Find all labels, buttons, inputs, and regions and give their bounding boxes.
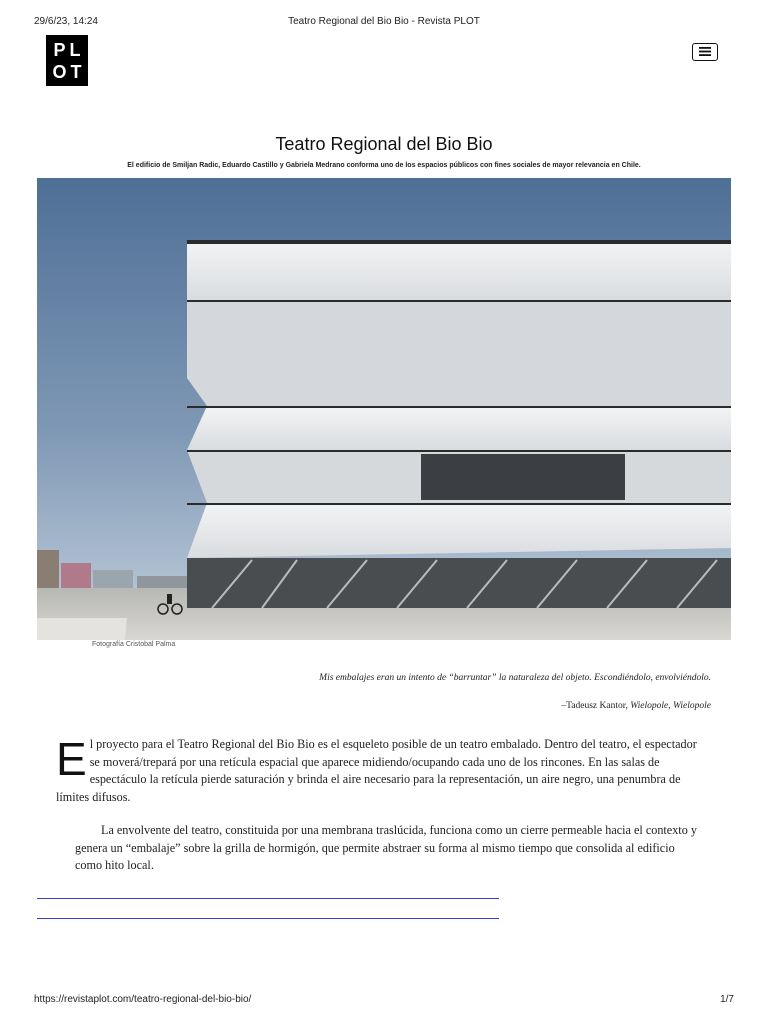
body-paragraph-2: La envolvente del teatro, constituida por una membrana traslúcida, funciona como un cierre permeable hacia el contexto y genera un “embalaje” sobre la grilla de hormigón, que permite abstraer su forma al mismo tiempo que consolida al edificio como hito local. <box>75 823 697 872</box>
epigraph-attribution <box>561 701 711 711</box>
article-lead: El edificio de Smiljan Radic, Eduardo Castillo y Gabriela Medrano conforma uno de los espacios públicos con fines sociales de mayor relevancia en Chile. <box>127 162 641 169</box>
plot-logo[interactable] <box>46 35 88 86</box>
link-underline-2[interactable] <box>37 918 499 919</box>
quote-source: Wielopole, Wielopole <box>630 701 711 711</box>
logo-line-2: OT <box>52 61 86 82</box>
epigraph-quote: Mis embalajes eran un intento de “barruntar” la naturaleza del objeto. Escondiéndolo, envolviéndolo. <box>319 673 711 683</box>
body-paragraph-1 <box>56 733 706 806</box>
paragraph-1-text: l proyecto para el Teatro Regional del Bio Bio es el esqueleto posible de un teatro embalado. Dentro del teatro, el espectador se moverá/trepará por una retícula espacial que aparece midiendo/ocupando cada uno de los rincones. En las salas de espectáculo la retícula pierde saturación y brinda el aire necesario para la representación, un aire negro, una penumbra de límites difusos. <box>56 737 697 804</box>
quote-author: –Tadeusz Kantor, <box>561 701 631 711</box>
link-underline-1[interactable] <box>37 898 499 899</box>
print-page-title: Teatro Regional del Bio Bio - Revista PLOT <box>288 16 480 27</box>
print-url: https://revistaplot.com/teatro-regional-del-bio-bio/ <box>34 994 252 1005</box>
drop-cap: E <box>56 733 87 785</box>
building-photo-illustration <box>37 178 731 640</box>
logo-line-1: PL <box>53 39 85 60</box>
photo-caption: Fotografía Cristobal Palma <box>92 641 176 648</box>
article-title: Teatro Regional del Bio Bio <box>275 134 493 154</box>
print-page-number: 1/7 <box>720 994 734 1005</box>
hamburger-icon <box>699 43 711 61</box>
print-header <box>0 16 768 30</box>
print-datetime: 29/6/23, 14:24 <box>34 16 98 27</box>
hero-photo <box>37 178 731 640</box>
menu-button[interactable] <box>692 43 718 61</box>
